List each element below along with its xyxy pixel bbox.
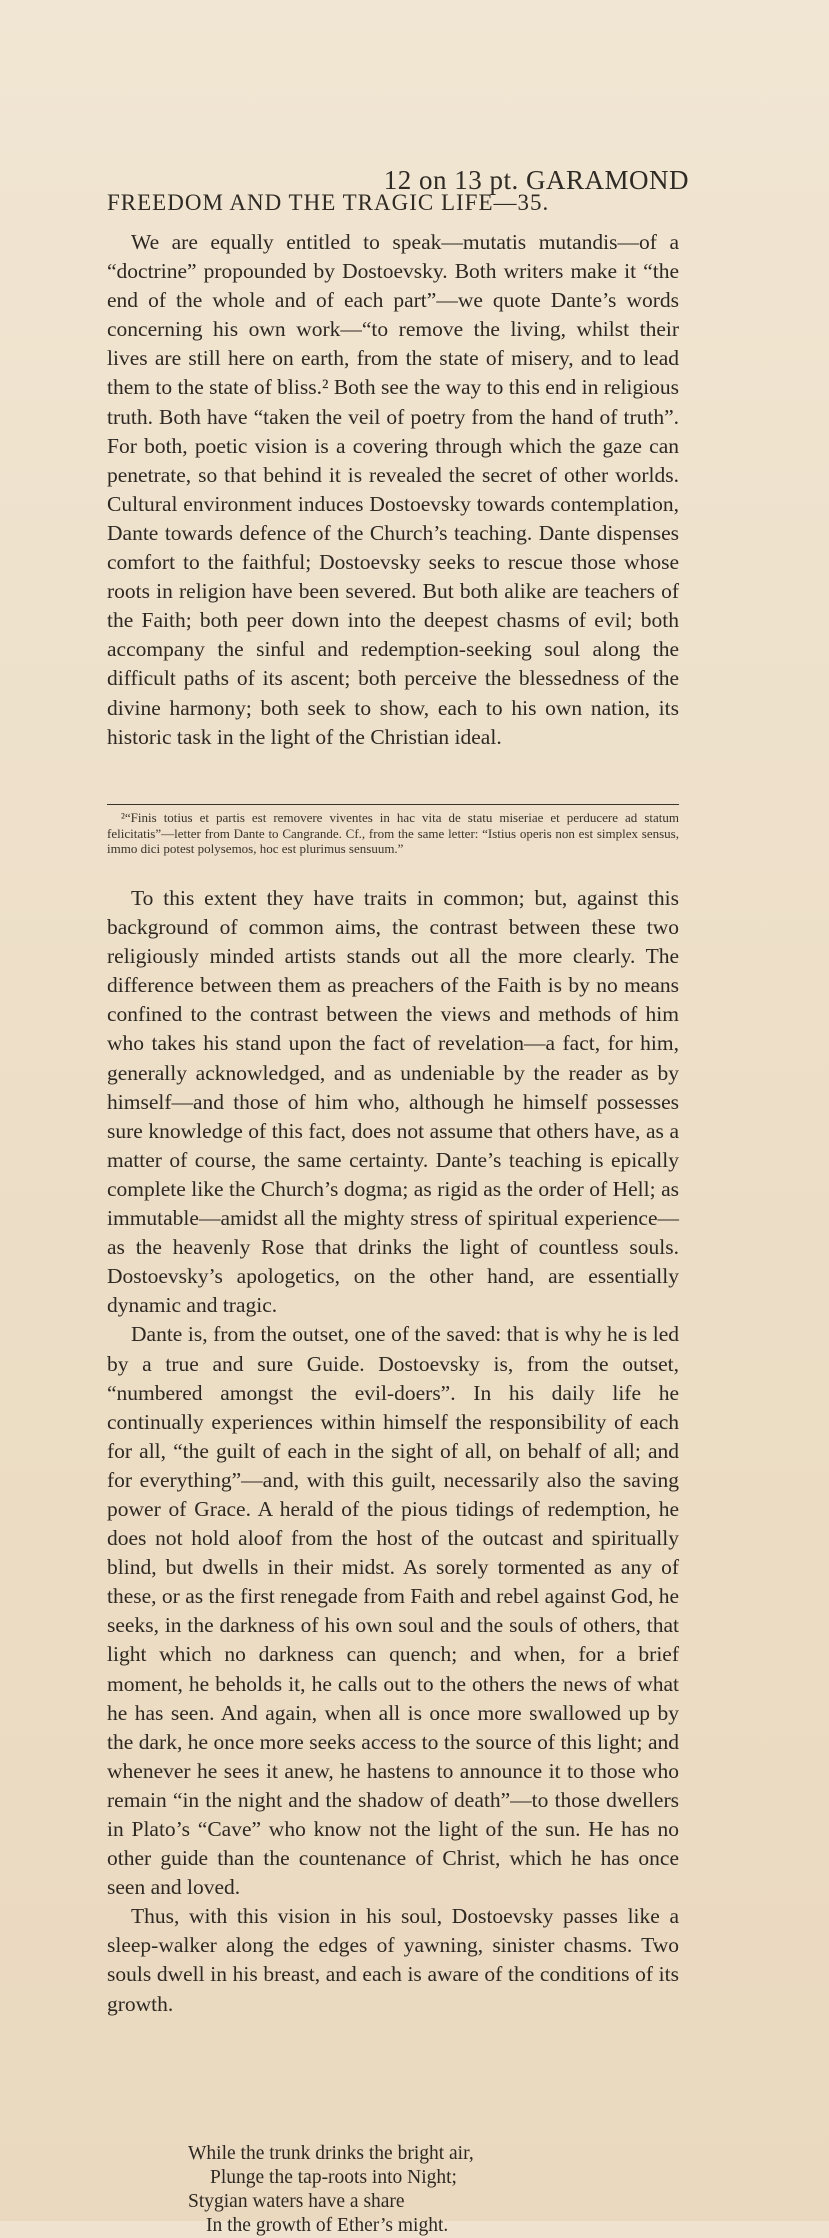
- footnote-rule: [107, 804, 679, 805]
- paragraph: We are equally entitled to speak—mutatis mutandis—of a “doctrine” propounded by Dostoevsky. Both writers make it “the end of the whole and of each part”—we quote Dante’s words concerning his own work—“to remove the living, whilst their lives are still here on earth, from the state of misery, and to lead them to the state of bliss.² Both see the way to this end in religious truth. Both have “taken the veil of poetry from the hand of truth”. For both, poetic vision is a covering through which the gaze can penetrate, so that behind it is revealed the secret of other worlds. Cultural environment induces Dostoevsky towards contemplation, Dante towards defence of the Church’s teaching. Dante dispenses comfort to the faithful; Dostoevsky seeks to rescue those whose roots in religion have been severed. But both alike are teachers of the Faith; both peer down into the deepest chasms of evil; both accompany the sinful and redemption-seeking soul along the difficult paths of its ascent; both perceive the blessedness of the divine harmony; both seek to show, each to his own nation, its historic task in the light of the Christian ideal.: [107, 230, 679, 749]
- footnote: [107, 810, 679, 857]
- body-text-top: [107, 228, 679, 752]
- running-head: FREEDOM AND THE TRAGIC LIFE—35.: [107, 190, 550, 215]
- paragraph: Dante is, from the outset, one of the saved: that is why he is led by a true and sure Guide. Dostoevsky is, from the outset, “numbered amongst the evil-doers”. In his daily life he continually experiences within himself the responsibility of each for all, “the guilt of each in the sight of all, on behalf of all; and for everything”—and, with this guilt, necessarily also the saving power of Grace. A herald of the pious tidings of redemption, he does not hold aloof from the host of the outcast and spiritually blind, but dwells in their midst. As sorely tormented as any of these, or as the first renegade from Faith and rebel against God, he seeks, in the darkness of his own soul and the souls of others, that light which no darkness can quench; and when, for a brief moment, he beholds it, he calls out to the others the news of what he has seen. And again, when all is once more swallowed up by the dark, he once more seeks access to the source of this light; and whenever he sees it anew, he hastens to announce it to those who remain “in the night and the shadow of death”—to those dwellers in Plato’s “Cave” who know not the light of the sun. He has no other guide than the countenance of Christ, which he has once seen and loved.: [107, 1322, 679, 1900]
- verse-quotation: [188, 2142, 474, 2238]
- body-text-bottom: [107, 884, 679, 2019]
- paragraph: Thus, with this vision in his soul, Dostoevsky passes like a sleep-walker along the edges of yawning, sinister chasms. Two souls dwell in his breast, and each is aware of the conditions of its growth.: [107, 1904, 679, 2016]
- type-spec-label: 12 on 13 pt. GARAMOND: [383, 165, 689, 195]
- paragraph: To this extent they have traits in common; but, against this background of common aims, the contrast between these two religiously minded artists stands out all the more clearly. The difference between them as preachers of the Faith is by no means confined to the contrast between the views and methods of him who takes his stand upon the fact of revelation—a fact, for him, generally acknowledged, and as undeniable by the reader as by himself—and those of him who, although he himself possesses sure knowledge of this fact, does not assume that others have, as a matter of course, the same certainty. Dante’s teaching is epically complete like the Church’s dogma; as rigid as the order of Hell; as immutable—amidst all the mighty stress of spiritual experience—as the heavenly Rose that drinks the light of countless souls. Dostoevsky’s apologetics, on the other hand, are essentially dynamic and tragic.: [107, 886, 679, 1318]
- verse-line: In the growth of Ether’s might.: [206, 2215, 449, 2236]
- verse-line: Plunge the tap-roots into Night;: [210, 2167, 457, 2188]
- verse-line: Stygian waters have a share: [188, 2191, 405, 2212]
- verse-line: While the trunk drinks the bright air,: [188, 2143, 474, 2164]
- footnote-text: ²“Finis totius et partis est removere viventes in hac vita de statu miseriae et perducere ad statum felicitatis”—letter from Dante to Cangrande. Cf., from the same letter: “Istius operis non est simplex sensus, immo dici potest polysemos, hoc est plurimus sensuum.”: [107, 810, 679, 856]
